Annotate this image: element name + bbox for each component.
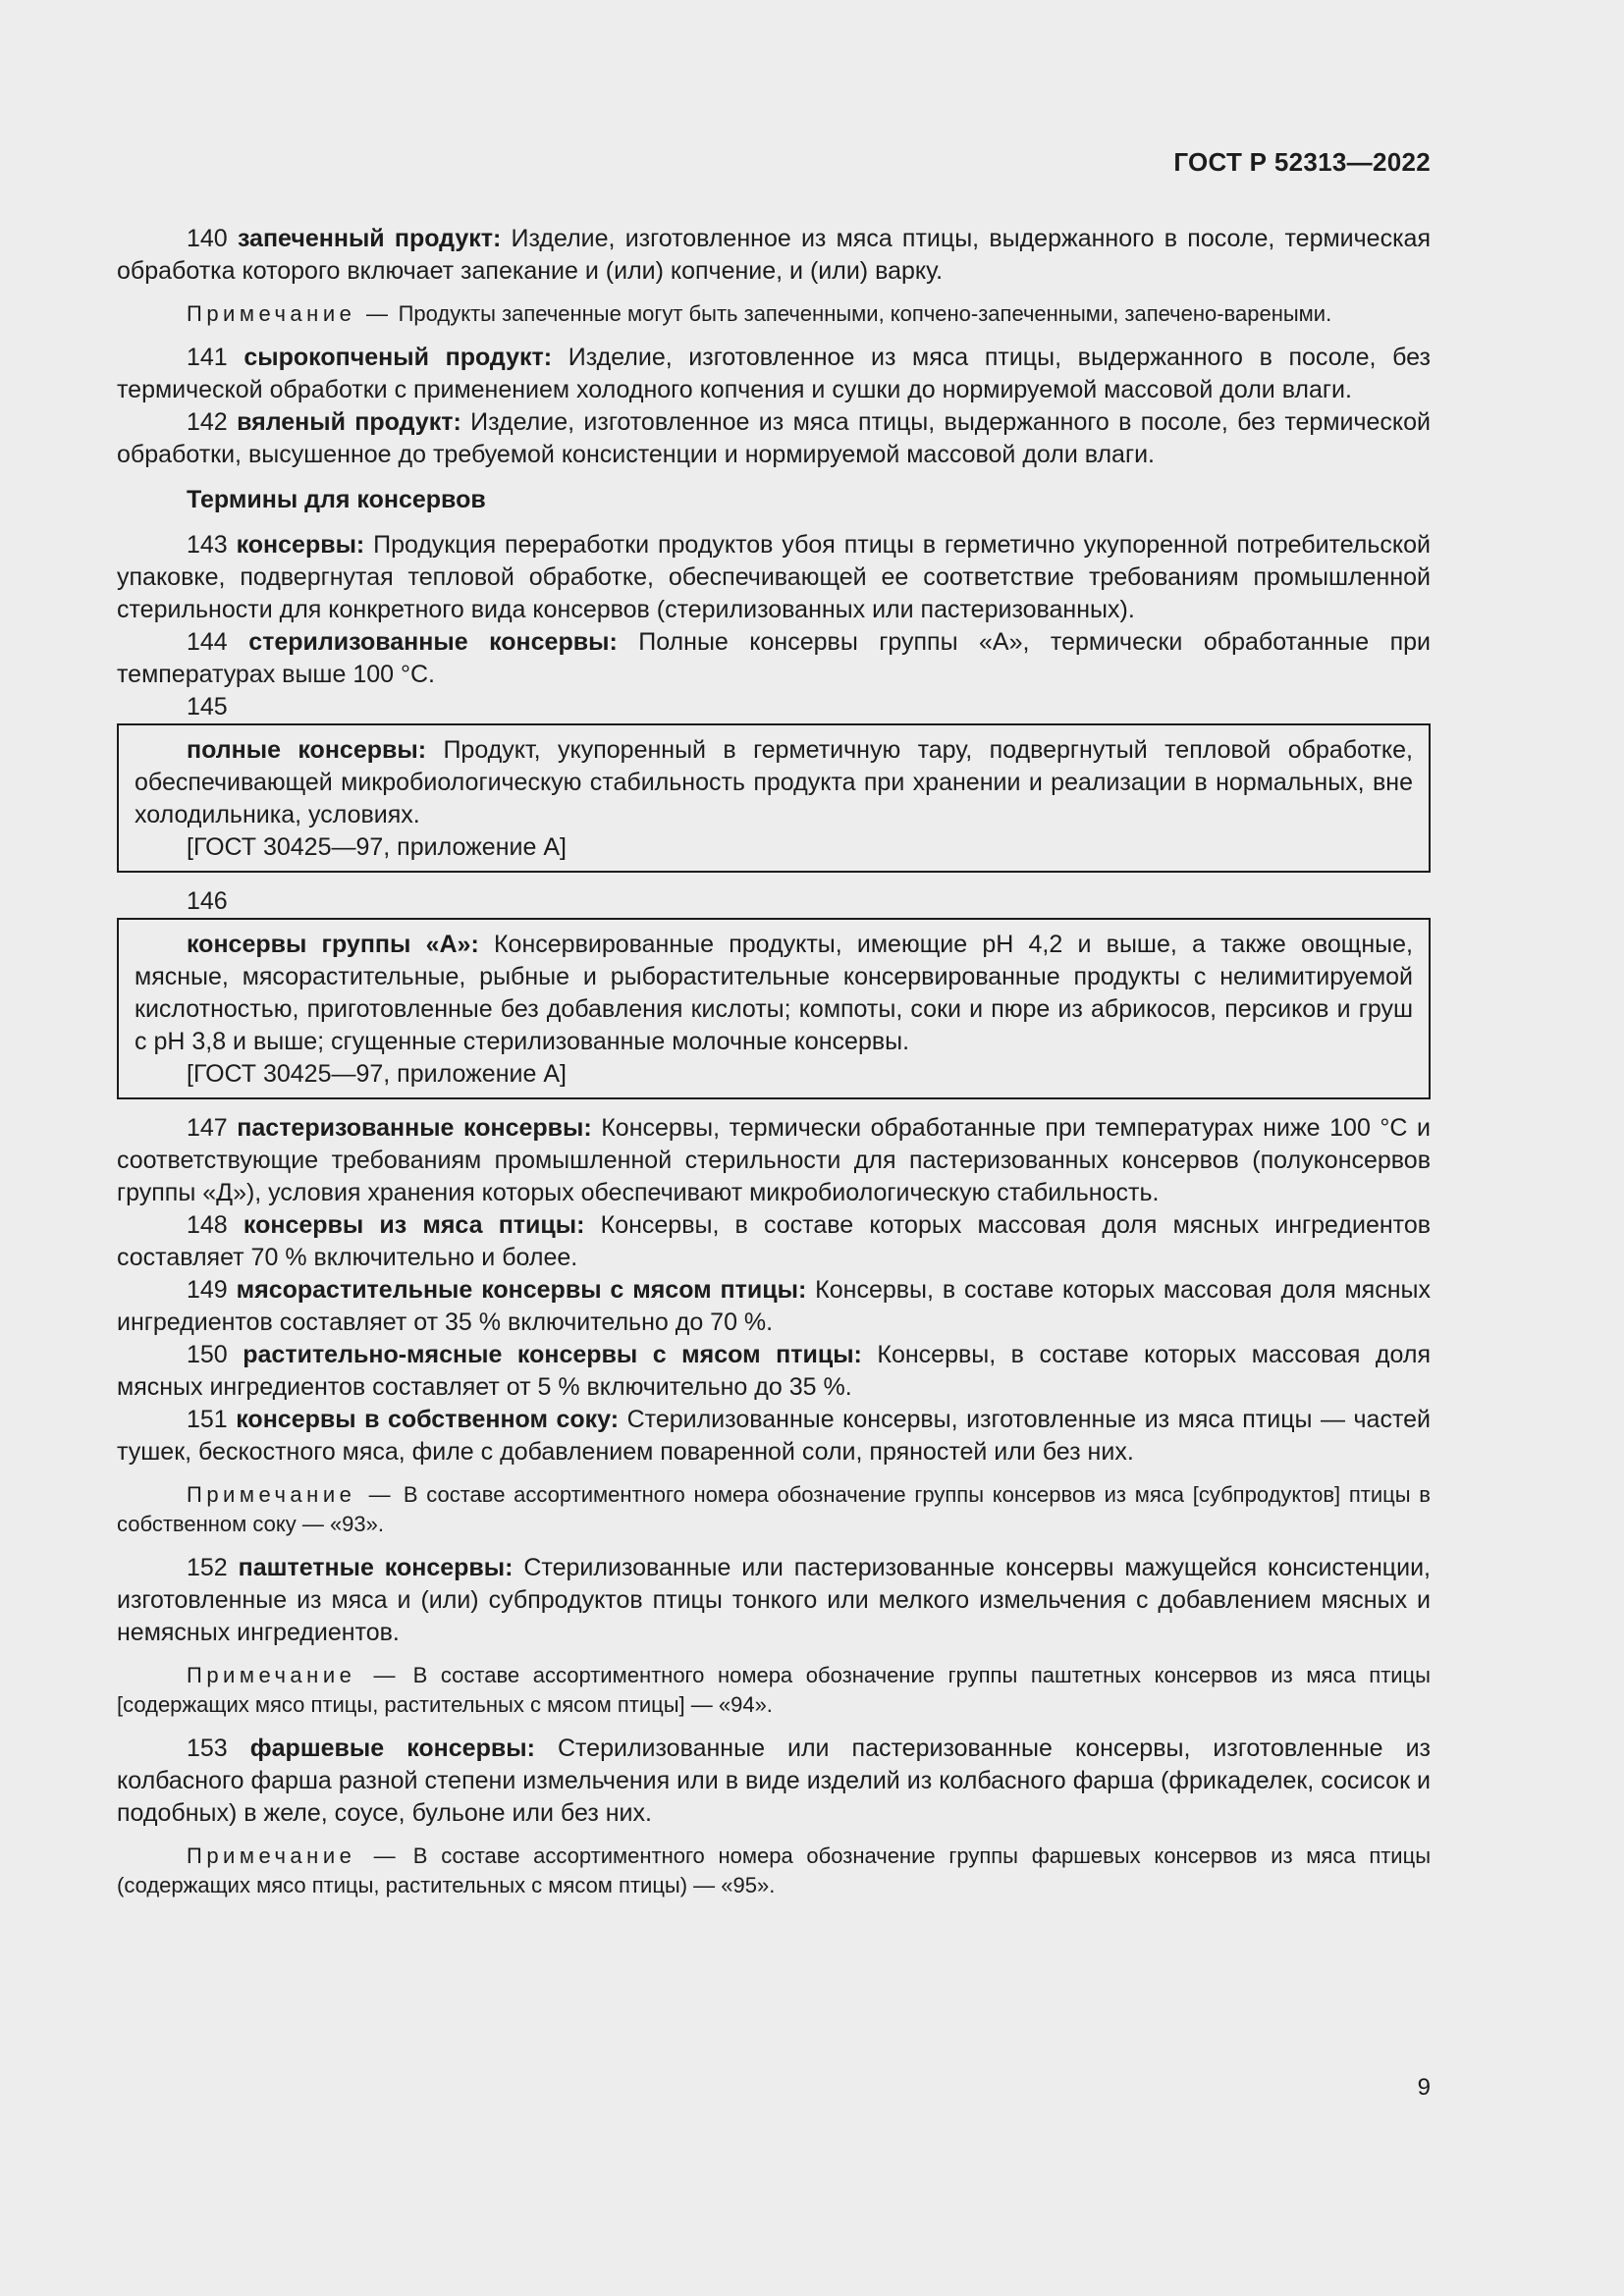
term-title: запеченный продукт:	[237, 225, 502, 252]
term-number: 148	[187, 1211, 228, 1239]
term-144	[117, 626, 1431, 691]
term-number: 149	[187, 1276, 228, 1304]
note-label: Примечание —	[187, 301, 393, 326]
term-number: 152	[187, 1554, 228, 1581]
standard-number: ГОСТ Р 52313—2022	[1173, 147, 1431, 177]
term-150	[117, 1339, 1431, 1404]
term-title: паштетные консервы:	[238, 1554, 514, 1581]
note-text: Продукты запеченные могут быть запеченными, копчено-запеченными, запечено-вареными.	[392, 301, 1332, 326]
term-number: 141	[187, 344, 228, 371]
term-title: консервы в собственном соку:	[236, 1406, 620, 1433]
note-label: Примечание —	[187, 1663, 400, 1687]
note-153	[117, 1842, 1431, 1900]
term-title: пастеризованные консервы:	[237, 1114, 592, 1142]
note-label: Примечание —	[187, 1482, 396, 1507]
term-definition: Изделие, изготовленное из мяса птицы, выдержанного в посоле, термическая обработка которого включает запекание и (или) копчение, и (или) варку.	[117, 225, 1431, 285]
page-number: 9	[1417, 2074, 1431, 2101]
term-reference: [ГОСТ 30425—97, приложение А]	[187, 833, 567, 861]
term-140	[117, 223, 1431, 288]
term-number: 142	[187, 408, 228, 436]
note-140	[117, 299, 1431, 329]
term-definition: Продукт, укупоренный в герметичную тару, подвергнутый тепловой обработке, обеспечивающей микробиологическую стабильность продукта при хранении и реализации в нормальных, вне холодильника, условиях.	[135, 736, 1413, 828]
term-title: мясорастительные консервы с мясом птицы:	[236, 1276, 807, 1304]
term-146-box	[117, 918, 1431, 1099]
term-definition: Консервы, в составе которых массовая доля мясных ингредиентов составляет 70 % включительно и более.	[117, 1211, 1432, 1271]
term-number: 151	[187, 1406, 228, 1433]
term-152	[117, 1552, 1431, 1649]
note-text: В составе ассортиментного номера обозначение группы паштетных консервов из мяса птицы [содержащих мясо птицы, растительных с мясом птицы] — «94».	[117, 1663, 1431, 1717]
note-text: В составе ассортиментного номера обозначение группы фаршевых консервов из мяса птицы (содержащих мясо птицы, растительных с мясом птицы) — «95».	[117, 1843, 1432, 1897]
term-146-number: 146	[187, 887, 228, 915]
term-definition: Стерилизованные консервы, изготовленные из мяса птицы — частей тушек, бескостного мяса, филе с добавлением поваренной соли, пряностей или без них.	[117, 1406, 1431, 1466]
term-definition: Консервированные продукты, имеющие pH 4,2 и выше, а также овощные, мясные, мясорастительные, рыбные и рыборастительные консервированные продукты с нелимитируемой кислотностью, приготовленные без добавления кислоты; компоты, соки и пюре из абрикосов, персиков и груш с pH 3,8 и выше; сгущенные стерилизованные молочные консервы.	[135, 931, 1413, 1055]
term-definition: Изделие, изготовленное из мяса птицы, выдержанного в посоле, без термической обработки с применением холодного копчения и сушки до нормируемой массовой доли влаги.	[117, 344, 1431, 403]
term-definition: Стерилизованные или пастеризованные консервы, изготовленные из колбасного фарша разной степени измельчения или в виде изделий из колбасного фарша (фрикаделек, сосисок и подобных) в желе, соусе, бульоне или без них.	[117, 1735, 1431, 1827]
term-145	[135, 734, 1413, 831]
term-title: консервы:	[236, 531, 365, 559]
term-title: сырокопченый продукт:	[244, 344, 553, 371]
term-147	[117, 1112, 1431, 1209]
term-title: вяленый продукт:	[237, 408, 461, 436]
term-definition: Стерилизованные или пастеризованные консервы мажущейся консистенции, изготовленные из мяса и (или) субпродуктов птицы тонкого или мелкого измельчения с добавлением мясных и немясных ингредиентов.	[117, 1554, 1431, 1646]
section-heading: Термины для консервов	[187, 486, 486, 513]
term-title: консервы из мяса птицы:	[243, 1211, 585, 1239]
term-reference: [ГОСТ 30425—97, приложение А]	[187, 1060, 567, 1088]
term-title: полные консервы:	[187, 736, 427, 764]
term-number: 153	[187, 1735, 228, 1762]
term-145-number: 145	[187, 693, 228, 721]
term-143	[117, 529, 1431, 626]
term-definition: Консервы, термически обработанные при температурах ниже 100 °С и соответствующие требованиям промышленной стерильности для пастеризованных консервов (полуконсервов группы «Д»), условия хранения которых обеспечивают микробиологическую стабильность.	[117, 1114, 1431, 1206]
page-content	[117, 223, 1431, 1913]
note-label: Примечание —	[187, 1843, 401, 1868]
term-149	[117, 1274, 1431, 1339]
term-141	[117, 342, 1431, 406]
term-definition: Консервы, в составе которых массовая доля мясных ингредиентов составляет от 35 % включительно до 70 %.	[117, 1276, 1431, 1336]
term-definition: Изделие, изготовленное из мяса птицы, выдержанного в посоле, без термической обработки, высушенное до требуемой консистенции и нормируемой массовой доли влаги.	[117, 408, 1431, 468]
term-number: 140	[187, 225, 228, 252]
note-152	[117, 1661, 1431, 1720]
term-146	[135, 929, 1413, 1058]
term-number: 150	[187, 1341, 228, 1368]
term-definition: Полные консервы группы «А», термически обработанные при температурах выше 100 °С.	[117, 628, 1431, 688]
term-148	[117, 1209, 1431, 1274]
term-142	[117, 406, 1431, 471]
note-text: В составе ассортиментного номера обозначение группы консервов из мяса [субпродуктов] птицы в собственном соку — «93».	[117, 1482, 1431, 1536]
term-title: растительно-мясные консервы с мясом птицы:	[243, 1341, 862, 1368]
term-151	[117, 1404, 1431, 1468]
term-145-box	[117, 723, 1431, 873]
term-title: консервы группы «А»:	[187, 931, 479, 958]
term-definition: Продукция переработки продуктов убоя птицы в герметично укупоренной потребительской упаковке, подвергнутая тепловой обработке, обеспечивающей ее соответствие требованиям промышленной стерильности для конкретного вида консервов (стерилизованных или пастеризованных).	[117, 531, 1431, 623]
note-151	[117, 1480, 1431, 1539]
term-number: 147	[187, 1114, 228, 1142]
term-title: стерилизованные консервы:	[248, 628, 618, 656]
term-title: фаршевые консервы:	[249, 1735, 535, 1762]
term-number: 144	[187, 628, 228, 656]
term-153	[117, 1733, 1431, 1830]
term-number: 143	[187, 531, 228, 559]
term-definition: Консервы, в составе которых массовая доля мясных ингредиентов составляет от 5 % включительно до 35 %.	[117, 1341, 1431, 1401]
